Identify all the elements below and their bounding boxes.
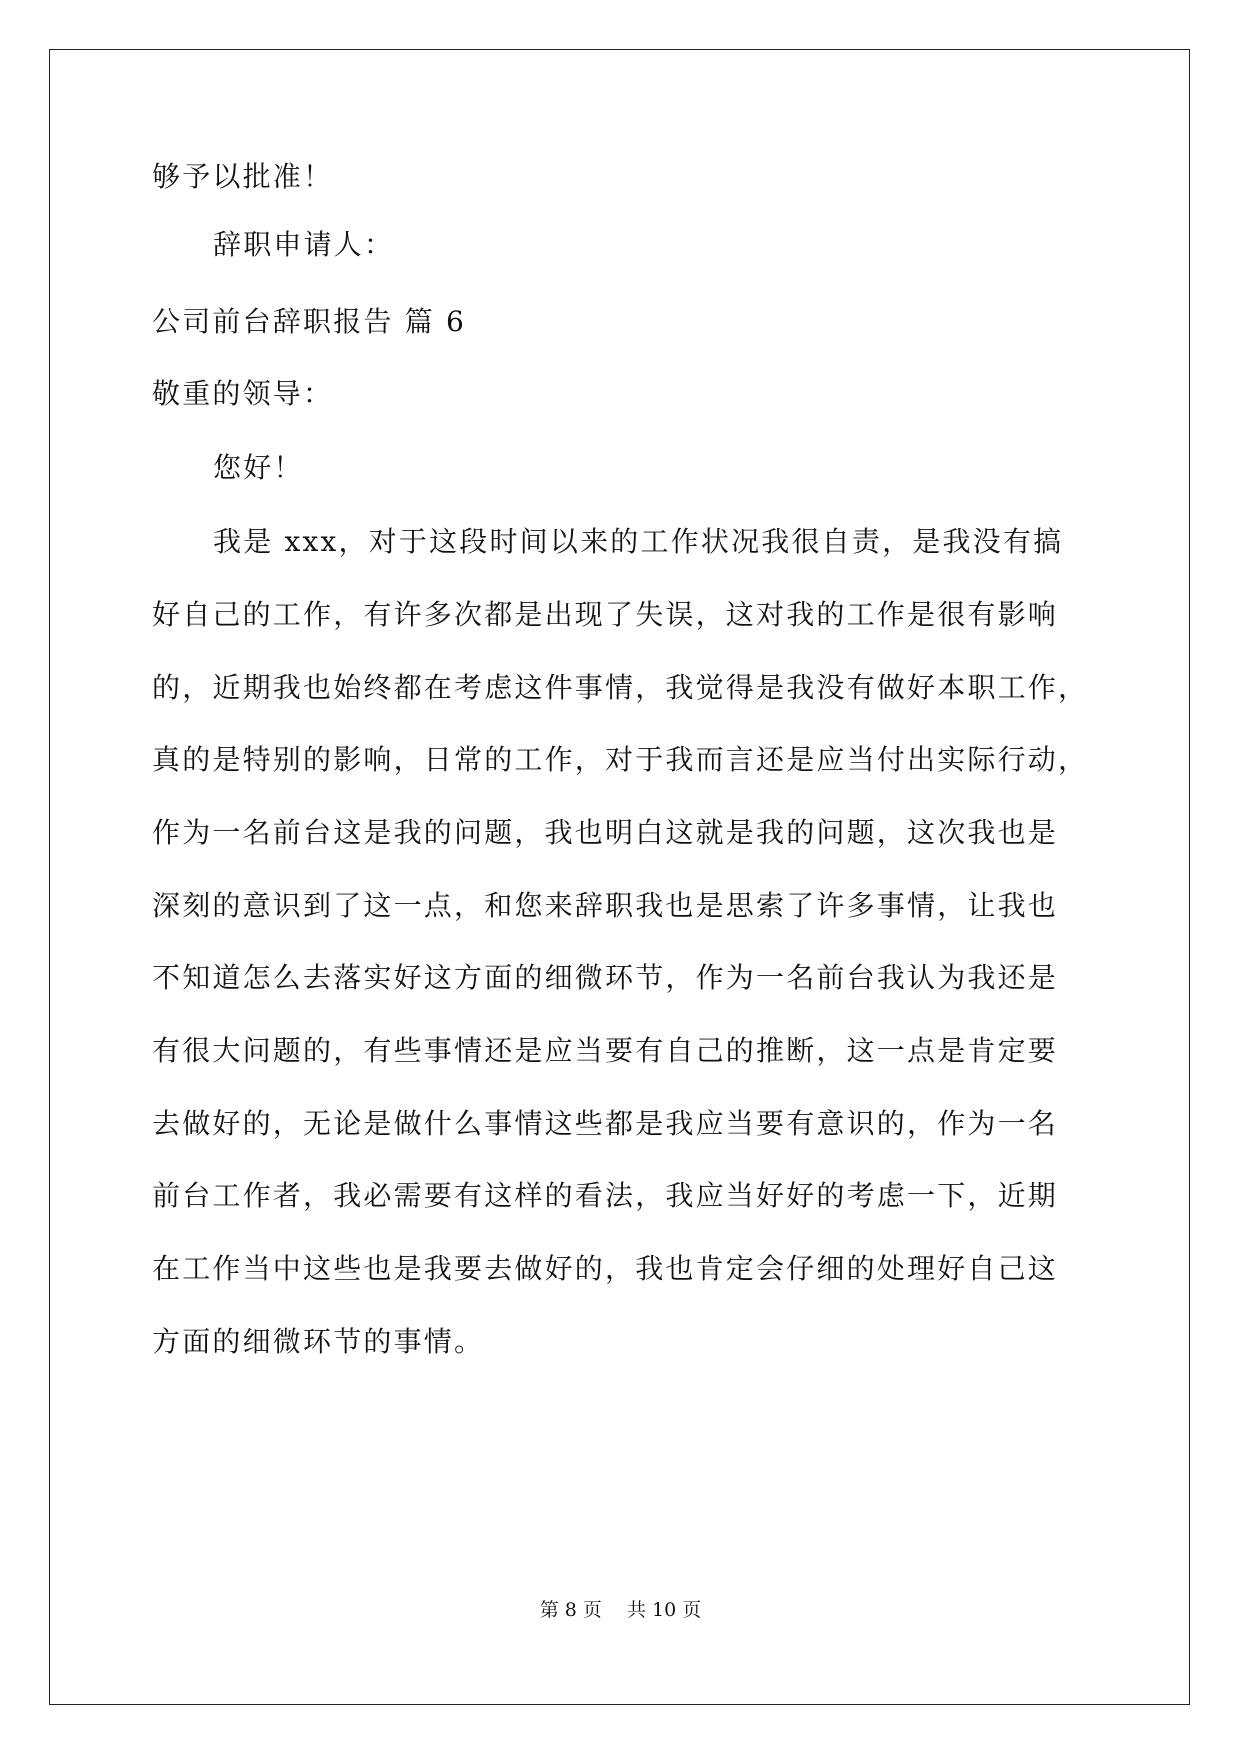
text-line-applicant: 辞职申请人： xyxy=(213,228,395,261)
body-line: 深刻的意识到了这一点，和您来辞职我也是思索了许多事情，让我也 xyxy=(152,889,1059,922)
section-title: 公司前台辞职报告 篇 6 xyxy=(152,305,467,338)
body-line: 真的是特别的影响，日常的工作，对于我而言还是应当付出实际行动， xyxy=(152,743,1089,776)
body-line: 有很大问题的，有些事情还是应当要有自己的推断，这一点是肯定要 xyxy=(152,1034,1059,1067)
body-line: 好自己的工作，有许多次都是出现了失误，这对我的工作是很有影响 xyxy=(152,598,1059,631)
greeting: 您好！ xyxy=(213,451,304,484)
body-line: 作为一名前台这是我的问题，我也明白这就是我的问题，这次我也是 xyxy=(152,816,1059,849)
page-number-footer: 第 8 页 共 10 页 xyxy=(539,1599,702,1621)
body-line: 的，近期我也始终都在考虑这件事情，我觉得是我没有做好本职工作， xyxy=(152,671,1089,704)
body-line: 在工作当中这些也是我要去做好的，我也肯定会仔细的处理好自己这 xyxy=(152,1252,1059,1285)
body-line: 我是 xxx，对于这段时间以来的工作状况我很自责，是我没有搞 xyxy=(213,525,1064,558)
body-line: 去做好的，无论是做什么事情这些都是我应当要有意识的，作为一名 xyxy=(152,1107,1059,1140)
body-line: 不知道怎么去落实好这方面的细微环节，作为一名前台我认为我还是 xyxy=(152,961,1059,994)
body-line: 前台工作者，我必需要有这样的看法，我应当好好的考虑一下，近期 xyxy=(152,1179,1059,1212)
text-line-closing: 够予以批准！ xyxy=(152,160,334,193)
body-line: 方面的细微环节的事情。 xyxy=(152,1325,485,1358)
salutation: 敬重的领导： xyxy=(152,377,334,410)
page-border xyxy=(49,49,1190,1705)
